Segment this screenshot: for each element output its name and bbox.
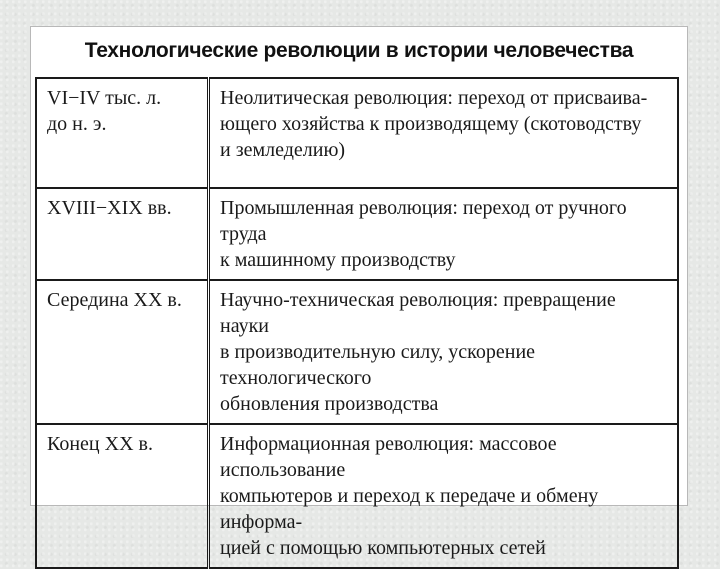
- description-cell: [209, 78, 679, 188]
- period-cell: [36, 78, 209, 188]
- description-line: цией с помощью компьютерных сетей: [220, 537, 546, 559]
- period-line: Конец XX в.: [47, 433, 153, 455]
- period-line: VI−IV тыс. л.: [47, 87, 162, 109]
- period-line: Середина XX в.: [47, 289, 182, 311]
- slide: [30, 26, 688, 559]
- description-cell: [209, 280, 679, 424]
- period-cell: [36, 280, 209, 424]
- description-cell: [209, 188, 679, 280]
- description-line: компьютеров и переход к передаче и обмену информа-: [220, 485, 599, 533]
- table-row: [36, 280, 678, 424]
- description-line: к машинному производству: [220, 249, 456, 271]
- period-line: до н. э.: [47, 113, 107, 135]
- table-row: [36, 78, 678, 188]
- description-line: Промышленная революция: переход от ручного труда: [220, 197, 627, 245]
- description-cell: [209, 424, 679, 568]
- table-title: Технологические революции в истории человечества: [84, 39, 634, 62]
- description-line: Научно-техническая революция: превращение науки: [220, 289, 616, 337]
- period-cell: [36, 424, 209, 568]
- description-line: и земледелию): [220, 139, 346, 161]
- description-line: Информационная революция: массовое использование: [220, 433, 557, 481]
- table-row: [36, 188, 678, 280]
- period-line: XVIII−XIX вв.: [47, 197, 172, 219]
- period-cell: [36, 188, 209, 280]
- table-row: [36, 424, 678, 568]
- description-line: Неолитическая революция: переход от присваива-: [220, 87, 648, 109]
- description-line: ющего хозяйства к производящему (скотоводству: [220, 113, 642, 135]
- description-line: в производительную силу, ускорение технологического: [220, 341, 536, 389]
- description-line: обновления производства: [220, 393, 439, 415]
- revolutions-table: [35, 77, 679, 569]
